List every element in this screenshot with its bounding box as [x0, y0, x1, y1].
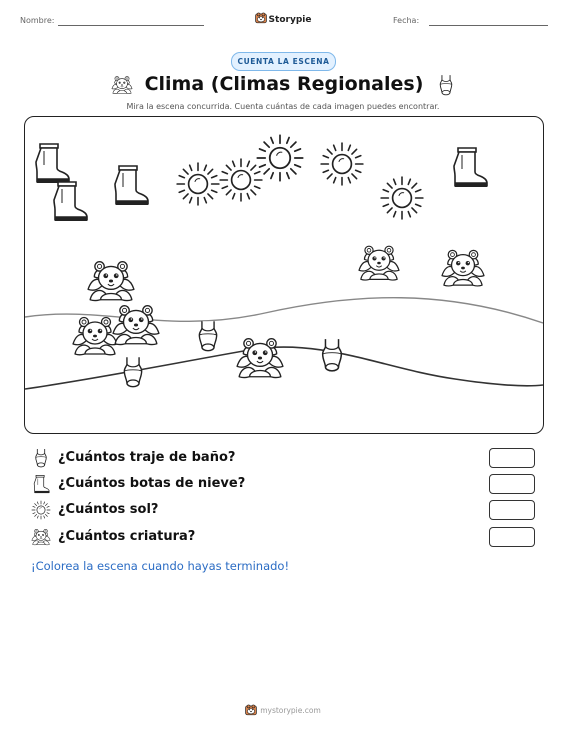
coloring-note: ¡Colorea la escena cuando hayas terminado!: [31, 559, 290, 573]
counting-scene: [24, 116, 544, 434]
instructions: Mira la escena concurrida. Cuenta cuántas de cada imagen puedes encontrar.: [126, 102, 440, 111]
sun-icon: [177, 163, 219, 205]
sun-icon: [257, 135, 302, 180]
swimsuit-icon: [323, 339, 342, 371]
question-row: [31, 500, 536, 520]
creature-icon: [237, 339, 283, 378]
page-title: Clima (Climas Regionales): [144, 73, 424, 95]
question-row: [31, 527, 536, 547]
creature-icon: [359, 246, 399, 280]
swimsuit-icon: [124, 357, 141, 386]
creature-icon: [111, 74, 133, 96]
sun-icon: [381, 177, 423, 219]
storypie-logo-icon: [255, 12, 267, 24]
brand-name: Storypie: [268, 15, 312, 25]
sun-icon: [31, 500, 51, 520]
page-title-row: [0, 73, 566, 96]
scene-canvas: [25, 117, 543, 433]
creature-icon: [113, 306, 159, 345]
creature-icon: [31, 527, 51, 547]
creature-icon: [442, 250, 484, 286]
snow-boot-icon: [54, 182, 87, 221]
answer-box[interactable]: [489, 527, 535, 547]
snow-boot-icon: [454, 148, 487, 187]
footer-url[interactable]: mystorypie.com: [260, 706, 321, 715]
name-field[interactable]: [58, 25, 204, 26]
snow-boot-icon: [31, 474, 51, 494]
name-label: Nombre:: [20, 16, 55, 25]
swimsuit-icon: [199, 321, 216, 350]
creature-icon: [73, 318, 117, 355]
swimsuit-icon: [437, 74, 455, 96]
answer-box[interactable]: [489, 448, 535, 468]
brand: [0, 12, 566, 25]
question-row: [31, 474, 536, 494]
answer-box[interactable]: [489, 474, 535, 494]
footer: [0, 704, 566, 716]
sun-icon: [321, 143, 363, 185]
snow-boot-icon: [36, 144, 69, 183]
date-label: Fecha:: [393, 16, 420, 25]
storypie-logo-icon: [245, 704, 257, 716]
question-text: ¿Cuántos criatura?: [58, 529, 196, 544]
question-text: ¿Cuántos sol?: [58, 502, 159, 517]
question-row: [31, 448, 536, 468]
question-text: ¿Cuántos traje de baño?: [58, 450, 236, 465]
question-text: ¿Cuántos botas de nieve?: [58, 476, 246, 491]
activity-badge: CUENTA LA ESCENA: [231, 52, 336, 71]
answer-box[interactable]: [489, 500, 535, 520]
date-field[interactable]: [429, 25, 548, 26]
snow-boot-icon: [115, 166, 148, 205]
creature-icon: [88, 262, 134, 301]
swimsuit-icon: [31, 448, 51, 468]
sun-icon: [220, 159, 262, 201]
